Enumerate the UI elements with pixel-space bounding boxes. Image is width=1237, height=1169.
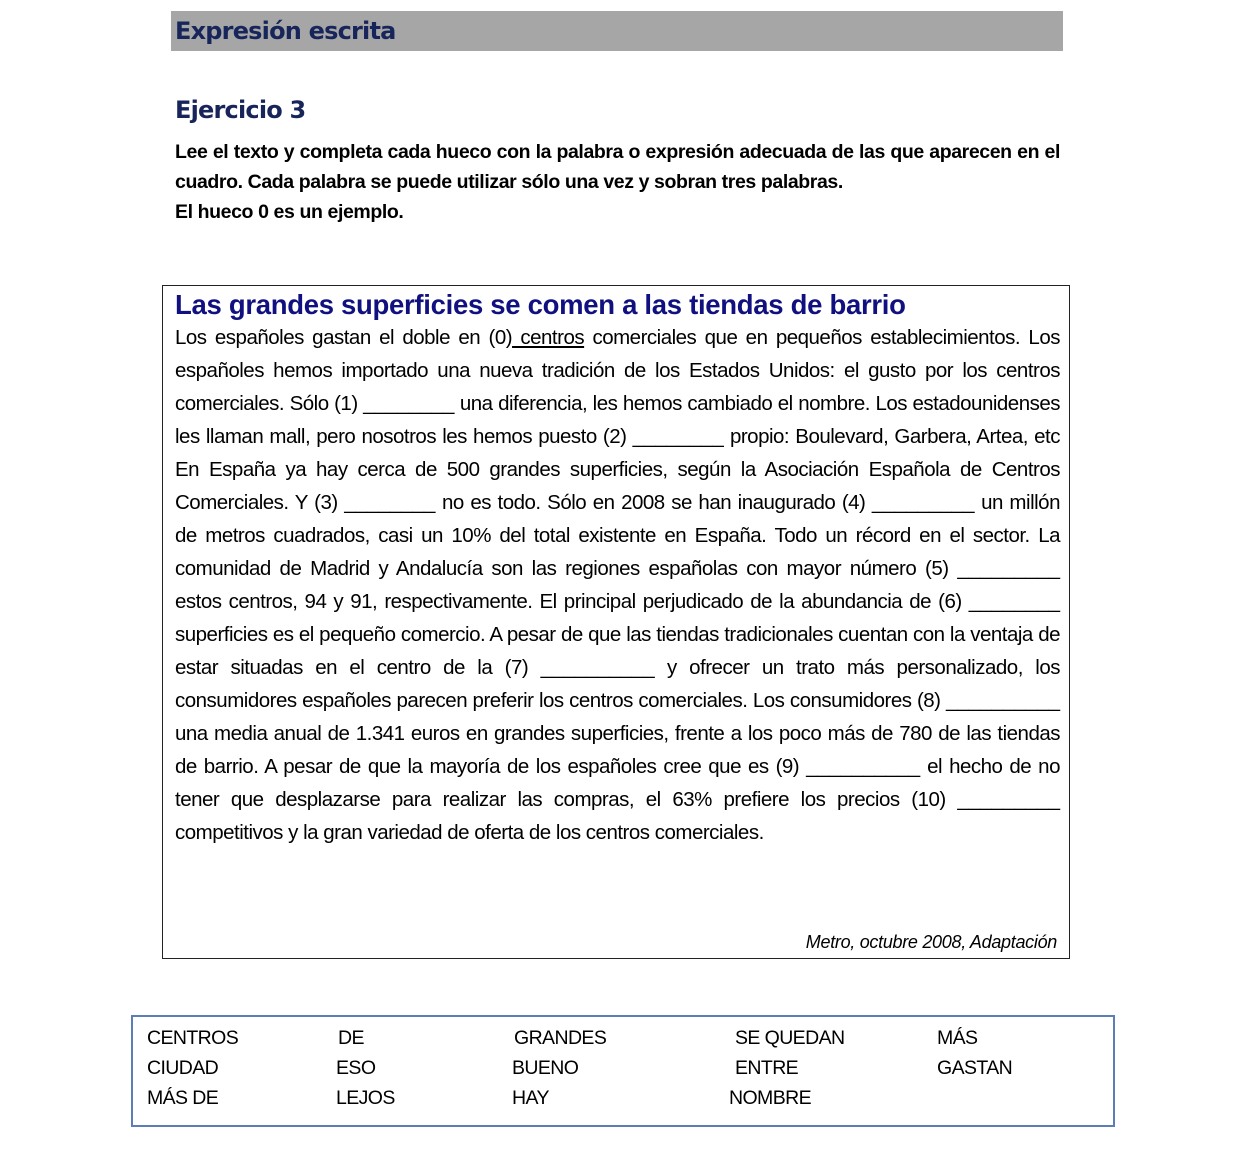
word-bank-box [131, 1015, 1115, 1127]
word-bank-item: GRANDES [514, 1027, 607, 1049]
example-gap-0: centros [512, 326, 585, 349]
gap-6[interactable]: ________ [968, 590, 1060, 613]
word-bank-item: HAY [512, 1087, 549, 1109]
reading-passage-box [162, 285, 1092, 959]
gap-7[interactable]: __________ [540, 656, 655, 679]
word-bank-item: ENTRE [735, 1057, 799, 1079]
gap-4[interactable]: _________ [871, 491, 975, 514]
passage-text: Los españoles gastan el doble en (0) [175, 326, 513, 349]
passage-text: estos centros, 94 y 91, respectivamente. El principal perjudicado de la abundancia de (6) [175, 590, 969, 613]
gap-9[interactable]: __________ [806, 755, 921, 778]
gap-3[interactable]: ________ [344, 491, 436, 514]
example-note: El hueco 0 es un ejemplo. [175, 201, 404, 223]
passage-text: el hecho de no tener que desplazarse para realizar las compras, el 63% prefiere los precios (10) [175, 755, 1060, 811]
word-bank-item: ESO [336, 1057, 376, 1079]
passage-text: propio: Boulevard, Garbera, Artea, etc En España ya hay cerca de 500 grandes superficies, según la Asociación Española de Centros Comerciales. Y (3) [175, 425, 1060, 514]
gap-10[interactable]: _________ [957, 788, 1060, 811]
passage-text: una diferencia, les hemos cambiado el nombre. Los estadounidenses les llaman mall, pero nosotros les hemos puesto (2) [175, 392, 1061, 448]
passage-text: un millón de metros cuadrados, casi un 10% del total existente en España. Todo un récord en el sector. La comunidad de Madrid y Andalucía son las regiones españolas con mayor número (5) [175, 491, 1060, 580]
gap-1[interactable]: ________ [363, 392, 455, 415]
word-bank-item: GASTAN [937, 1057, 1013, 1079]
passage-text: competitivos y la gran variedad de oferta de los centros comerciales. [175, 788, 1092, 844]
word-bank-item: LEJOS [336, 1087, 395, 1109]
passage-text: una media anual de 1.341 euros en grandes superficies, frente a los poco más de 780 de las tiendas de barrio. A pesar de que la mayoría de los españoles cree que es (9) [175, 722, 1060, 778]
passage-text: superficies es el pequeño comercio. A pesar de que las tiendas tradicionales cuentan con la ventaja de estar situadas en el centro de la (7) [175, 623, 1060, 679]
instructions-text: Lee el texto y completa cada hueco con la palabra o expresión adecuada de las que aparecen en el cuadro. Cada palabra se puede utilizar sólo una vez y sobran tres palabras. [175, 141, 1060, 193]
gap-5[interactable]: _________ [957, 557, 1060, 580]
section-title: Expresión escrita [175, 17, 396, 45]
word-bank-item: CENTROS [147, 1027, 239, 1049]
word-bank-item: MÁS [937, 1027, 978, 1049]
section-header-bar [171, 11, 1063, 51]
gap-8[interactable]: __________ [945, 689, 1060, 712]
passage-body [175, 321, 1092, 849]
passage-source: Metro, octubre 2008, Adaptación [805, 932, 1057, 952]
word-bank-item: BUENO [512, 1057, 579, 1079]
passage-text: y ofrecer un trato más personalizado, los consumidores españoles parecen preferir los centros comerciales. Los consumidores (8) [175, 656, 1060, 712]
passage-text: no es todo. Sólo en 2008 se han inaugurado (4) [435, 491, 872, 514]
passage-text: comerciales que en pequeños establecimientos. Los españoles hemos importado una nueva tradición de los Estados Unidos: el gusto por los centros comerciales. Sólo (1) [175, 326, 1060, 415]
exercise-title: Ejercicio 3 [175, 96, 306, 124]
word-bank-item: SE QUEDAN [735, 1027, 845, 1049]
exercise-instructions [175, 137, 1060, 227]
word-bank-item: NOMBRE [729, 1087, 811, 1109]
word-bank-item: CIUDAD [147, 1057, 219, 1079]
word-bank-item: DE [338, 1027, 364, 1049]
word-bank-item: MÁS DE [147, 1087, 219, 1109]
gap-2[interactable]: ________ [632, 425, 724, 448]
passage-title: Las grandes superficies se comen a las tiendas de barrio [175, 289, 906, 320]
